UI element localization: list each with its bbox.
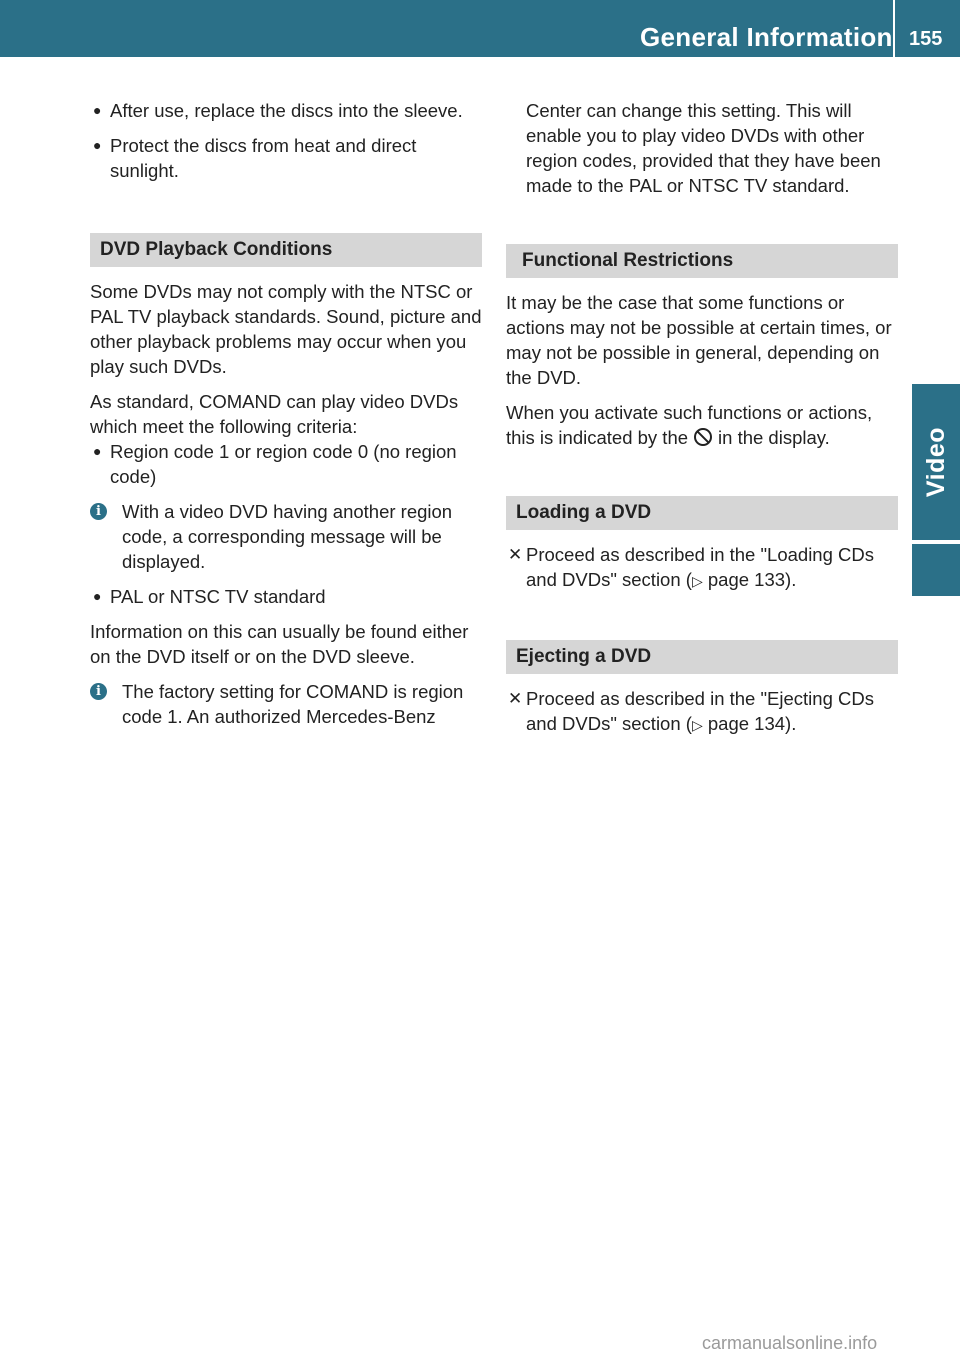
list-item: ● After use, replace the discs into the sleeve.: [93, 100, 463, 121]
bullet-icon: ●: [93, 137, 102, 153]
bullet-icon: ●: [93, 102, 102, 118]
side-tab-marker: [912, 544, 960, 596]
bullet-icon: ●: [93, 443, 102, 459]
step-arrow-icon: ✕: [508, 689, 523, 708]
watermark: carmanualsonline.info: [702, 1333, 878, 1353]
page-ref-link[interactable]: page 134: [707, 713, 786, 734]
info-note: i The factory setting for COMAND is region code 1. An authorized Mercedes-Benz: [90, 679, 482, 729]
header-divider: [893, 0, 895, 57]
side-tab-label: Video: [921, 426, 950, 498]
section-heading-ejecting: Ejecting a DVD: [506, 640, 898, 674]
right-column: [506, 98, 898, 748]
paragraph: As standard, COMAND can play video DVDs which meet the following criteria:: [90, 391, 459, 437]
paragraph: It may be the case that some functions or actions may not be possible at certain times, or may not be possible in general, depending on the DVD.: [506, 292, 892, 388]
paragraph: When you activate such functions or actions, this is indicated by the in the display.: [506, 402, 873, 448]
bullet-icon: ●: [93, 588, 102, 604]
paragraph: Some DVDs may not comply with the NTSC or PAL TV playback standards. Sound, picture and other playback problems may occur when you play such DVDs.: [90, 281, 482, 377]
info-icon: i: [90, 503, 107, 520]
info-note: i With a video DVD having another region code, a corresponding message will be displayed.: [90, 499, 482, 574]
step-item: ✕ Proceed as described in the "Loading CDs and DVDs" section (▷ page 133).: [508, 544, 874, 590]
page-title: General Information: [640, 22, 893, 52]
step-item: ✕ Proceed as described in the "Ejecting CDs and DVDs" section (▷ page 134).: [508, 688, 874, 734]
paragraph: Information on this can usually be found either on the DVD itself or on the DVD sleeve.: [90, 621, 469, 667]
page-ref-icon: ▷: [691, 573, 703, 589]
info-icon: i: [90, 683, 107, 700]
list-item: ● PAL or NTSC TV standard: [93, 586, 326, 607]
list-item: ● Protect the discs from heat and direct sunlight.: [93, 135, 417, 181]
page-ref-link[interactable]: page 133: [707, 569, 786, 590]
header-bar: [0, 0, 960, 57]
page-ref-icon: ▷: [691, 717, 703, 733]
page-number: 155: [909, 28, 943, 50]
section-heading-loading: Loading a DVD: [506, 496, 898, 530]
step-arrow-icon: ✕: [508, 545, 523, 564]
no-entry-icon: [694, 428, 712, 446]
paragraph: Center can change this setting. This will enable you to play video DVDs with other region codes, provided that they have been made to the PAL or NTSC TV standard.: [526, 100, 881, 196]
section-heading-dvd-playback: DVD Playback Conditions: [90, 233, 482, 267]
left-column: [90, 98, 482, 739]
section-heading-functional-restrictions: Functional Restrictions: [506, 244, 898, 278]
side-tab-video[interactable]: [912, 384, 960, 540]
list-item: ● Region code 1 or region code 0 (no region code): [93, 441, 457, 487]
